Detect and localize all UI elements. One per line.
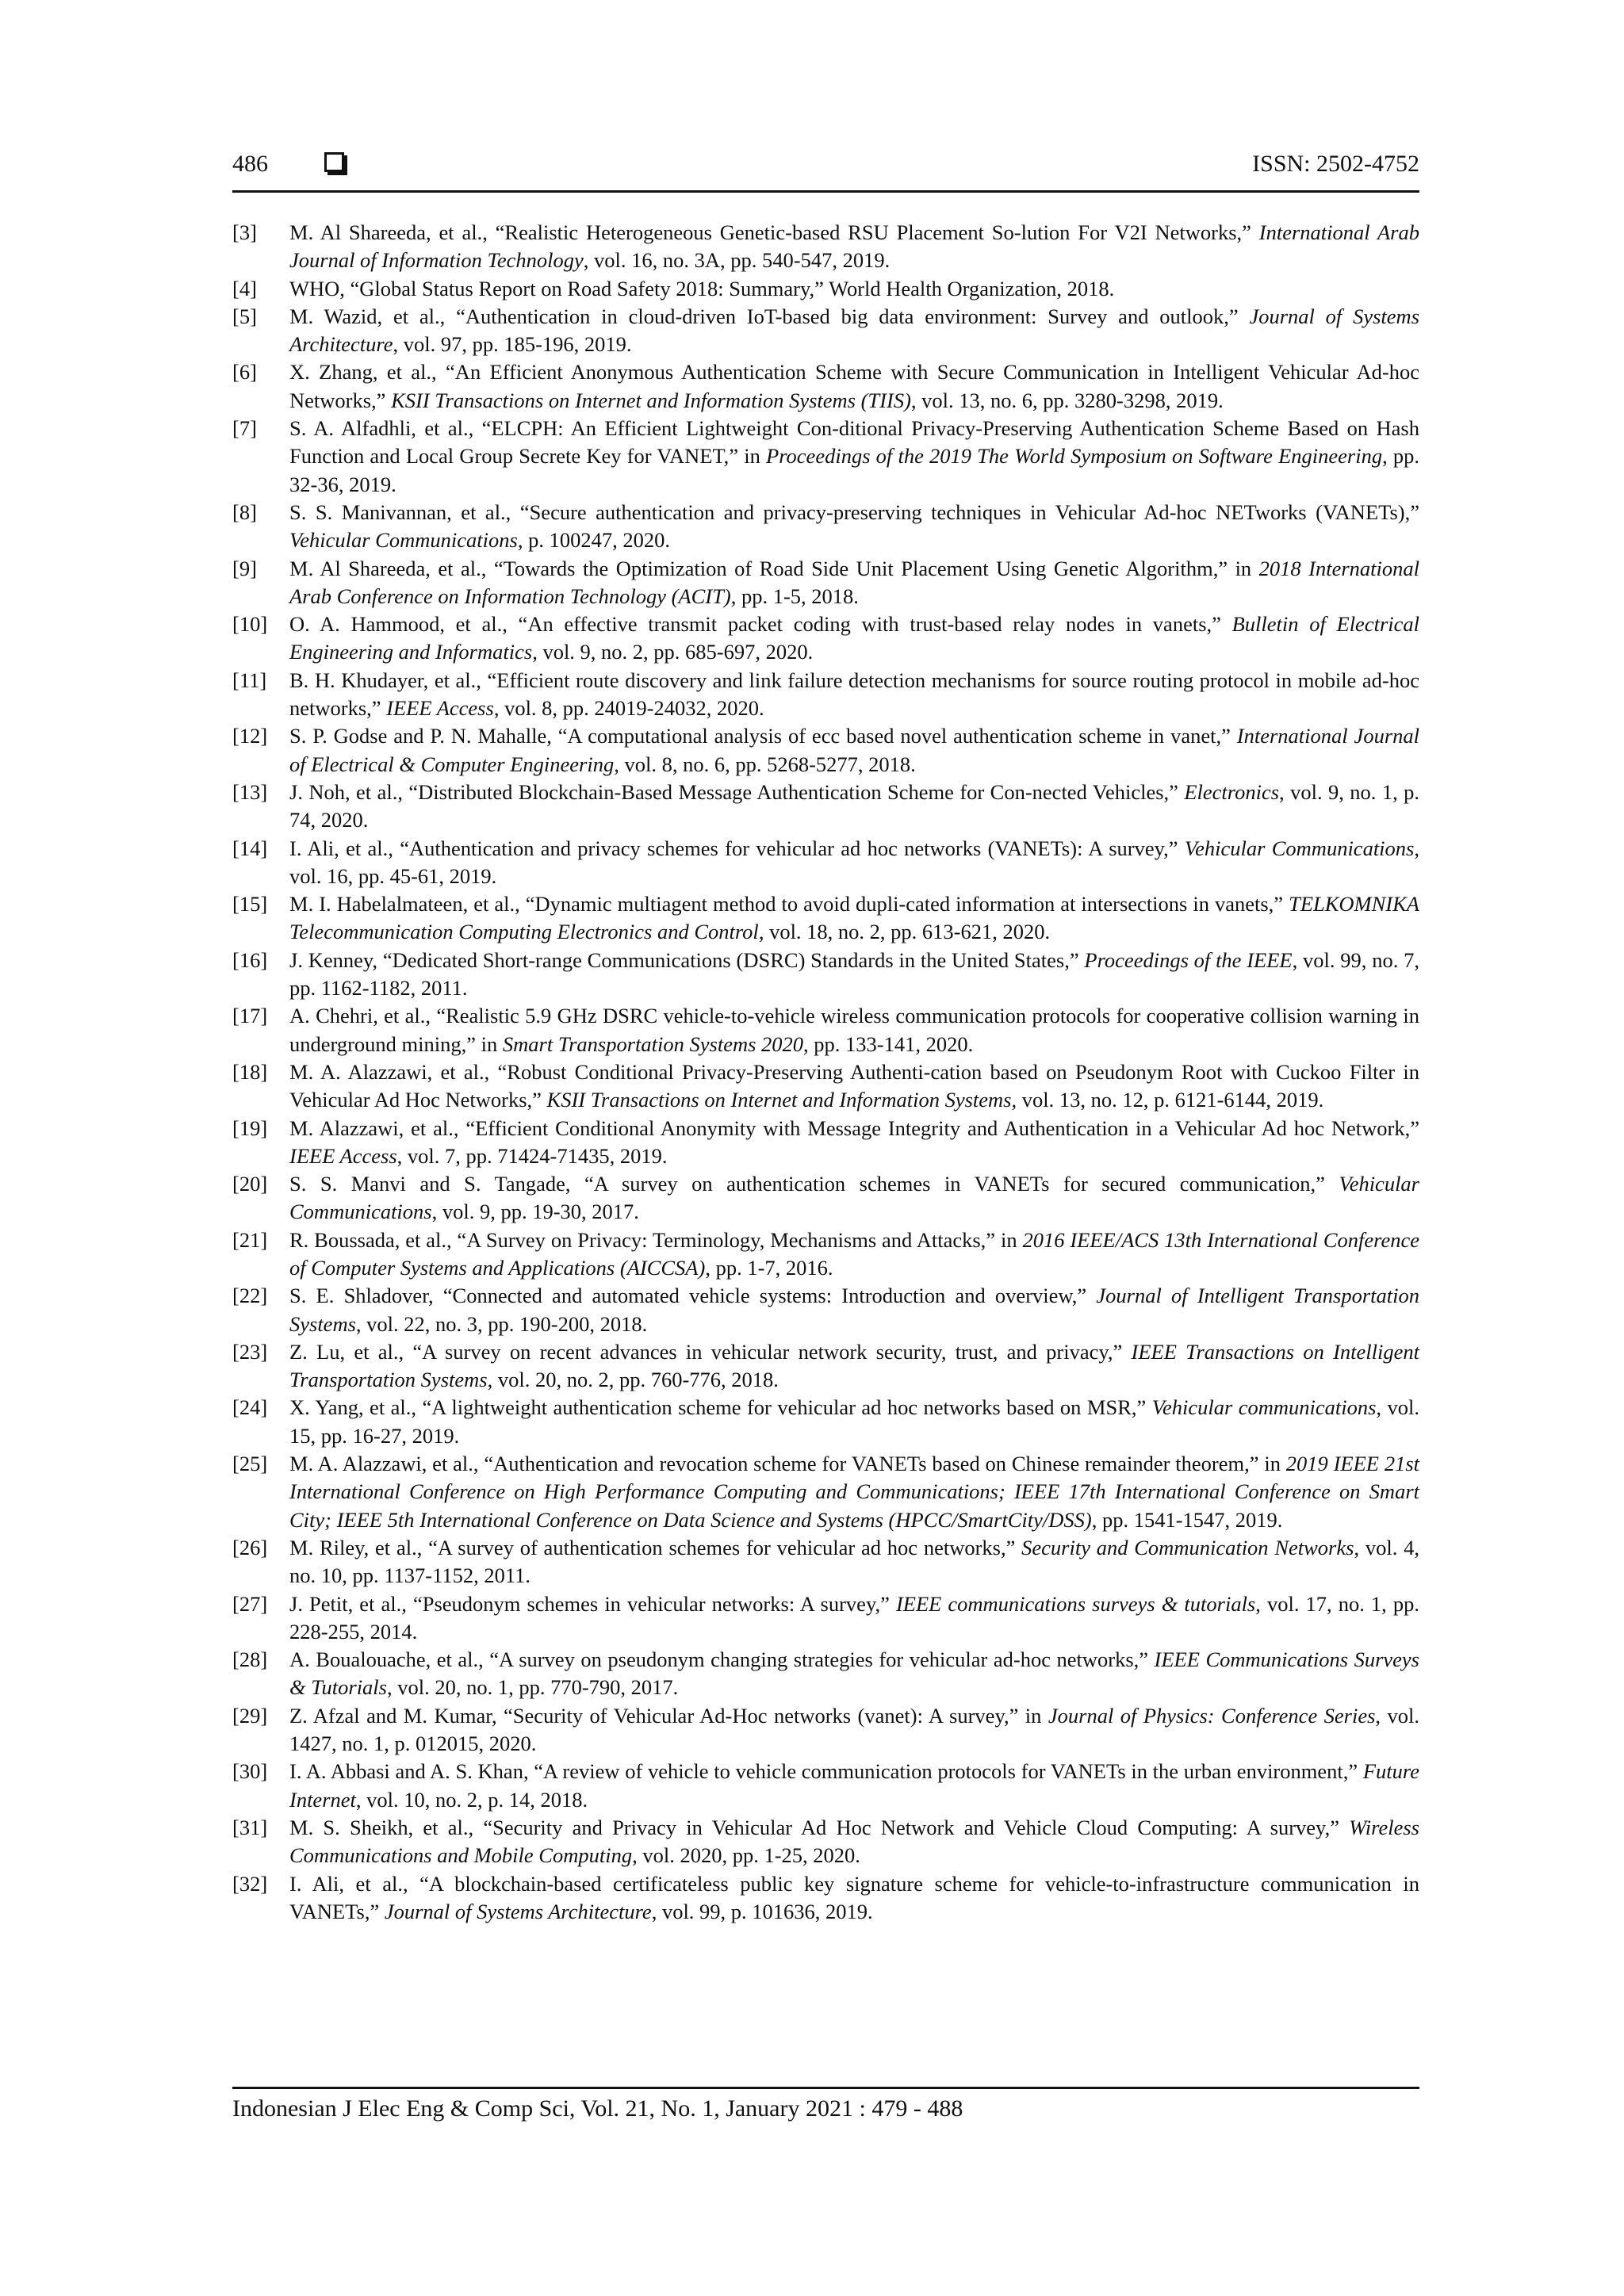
- reference-item: [232, 1702, 1419, 1758]
- reference-text: M. A. Alazzawi, et al., “Robust Conditional Privacy-Preserving Authenti-cation based on Pseudonym Root with Cuckoo Filter in Vehicular Ad Hoc Networks,”: [289, 1059, 1419, 1112]
- reference-details: , vol. 13, no. 6, pp. 3280-3298, 2019.: [910, 388, 1224, 412]
- reference-number: [8]: [232, 499, 257, 524]
- reference-number: [4]: [232, 276, 257, 300]
- reference-number: [18]: [232, 1059, 268, 1084]
- page-footer: [232, 2087, 1419, 2122]
- reference-number: [9]: [232, 556, 257, 580]
- reference-details: , vol. 97, pp. 185-196, 2019.: [393, 332, 632, 357]
- reference-venue: IEEE Communications Surveys & Tutorials: [289, 1647, 1419, 1700]
- reference-item: [232, 1450, 1419, 1534]
- reference-text: I. Ali, et al., “Authentication and privacy schemes for vehicular ad hoc networks (VANETs): A survey,”: [289, 836, 1185, 860]
- reference-venue: 2018 International Arab Conference on Information Technology (ACIT): [289, 556, 1419, 608]
- reference-item: [232, 1814, 1419, 1870]
- reference-details: vol. 13, no. 12, p. 6121-6144, 2019.: [1017, 1088, 1324, 1112]
- reference-item: [232, 555, 1419, 611]
- reference-venue: Electronics: [1184, 779, 1280, 804]
- reference-number: [29]: [232, 1703, 268, 1728]
- reference-number: [27]: [232, 1591, 268, 1616]
- reference-number: [5]: [232, 304, 257, 328]
- reference-text: S. P. Godse and P. N. Mahalle, “A computational analysis of ecc based novel authentication scheme in vanet,”: [289, 724, 1237, 748]
- reference-item: [232, 1394, 1419, 1450]
- reference-number: [31]: [232, 1815, 268, 1839]
- reference-number: [16]: [232, 947, 268, 972]
- reference-details: , pp. 133-141, 2020.: [803, 1031, 974, 1056]
- reference-details: , vol. 2020, pp. 1-25, 2020.: [632, 1843, 860, 1868]
- reference-item: [232, 1282, 1419, 1338]
- reference-venue: Wireless Communications and Mobile Computing: [289, 1815, 1419, 1868]
- reference-text: O. A. Hammood, et al., “An effective transmit packet coding with trust-based relay nodes in vanets,”: [289, 612, 1232, 637]
- reference-text: S. S. Manvi and S. Tangade, “A survey on authentication schemes in VANETs for secured communication,”: [289, 1172, 1339, 1196]
- reference-text: M. Alazzawi, et al., “Efficient Conditional Anonymity with Message Integrity and Authentication in a Vehicular Ad hoc Network,”: [289, 1115, 1419, 1140]
- reference-details: , p. 100247, 2020.: [517, 528, 670, 553]
- reference-venue: Proceedings of the 2019 The World Symposium on Software Engineering: [766, 444, 1383, 469]
- reference-text: Z. Lu, et al., “A survey on recent advances in vehicular network security, trust, and privacy,”: [289, 1339, 1132, 1364]
- reference-venue: Security and Communication Networks: [1021, 1535, 1354, 1559]
- reference-details: , pp. 1-5, 2018.: [730, 584, 859, 608]
- reference-text: A. Chehri, et al., “Realistic 5.9 GHz DSRC vehicle-to-vehicle wireless communication protocols for cooperative collision warning in underground mining,” in: [289, 1004, 1419, 1056]
- reference-details: , vol. 20, no. 2, pp. 760-776, 2018.: [487, 1368, 779, 1392]
- reference-details: , pp. 1-7, 2016.: [705, 1255, 833, 1280]
- reference-text: M. Al Shareeda, et al., “Towards the Optimization of Road Side Unit Placement Using Genetic Algorithm,” in: [289, 556, 1259, 580]
- page-number: 486: [232, 151, 268, 177]
- reference-details: , vol. 15, pp. 16-27, 2019.: [289, 1395, 1419, 1448]
- reference-number: [20]: [232, 1172, 268, 1196]
- reference-item: [232, 1338, 1419, 1395]
- reference-item: [232, 667, 1419, 723]
- reference-venue: Proceedings of the IEEE: [1084, 947, 1293, 972]
- reference-text: Z. Afzal and M. Kumar, “Security of Vehicular Ad-Hoc networks (vanet): A survey,” in: [289, 1703, 1048, 1728]
- reference-item: [232, 303, 1419, 359]
- reference-details: , vol. 9, pp. 19-30, 2017.: [431, 1200, 639, 1224]
- reference-number: [15]: [232, 892, 268, 916]
- page-header: [232, 151, 1419, 193]
- reference-text: M. Wazid, et al., “Authentication in cloud-driven IoT-based big data environment: Survey and outlook,”: [289, 304, 1250, 328]
- reference-details: , pp. 32-36, 2019.: [289, 444, 1419, 496]
- reference-text: S. E. Shladover, “Connected and automated vehicle systems: Introduction and overview,”: [289, 1284, 1097, 1308]
- reference-venue: Journal of Systems Architecture: [289, 304, 1420, 357]
- reference-details: , vol. 16, no. 3A, pp. 540-547, 2019.: [583, 248, 891, 273]
- reference-number: [25]: [232, 1452, 268, 1476]
- reference-text: X. Zhang, et al., “An Efficient Anonymous Authentication Scheme with Secure Communication in Intelligent Vehicular Ad-hoc Networks,”: [289, 360, 1419, 412]
- reference-venue: IEEE Access: [289, 1143, 397, 1168]
- reference-venue: Journal of Intelligent Transportation Systems: [289, 1284, 1420, 1336]
- reference-text: B. H. Khudayer, et al., “Efficient route discovery and link failure detection mechanisms for source routing protocol in mobile ad-hoc networks,”: [289, 668, 1419, 721]
- reference-text: M. Al Shareeda, et al., “Realistic Heterogeneous Genetic-based RSU Placement So-lution For V2I Networks,”: [289, 220, 1259, 244]
- reference-venue: IEEE Access: [386, 696, 494, 721]
- reference-item: [232, 1170, 1419, 1226]
- reference-text: J. Petit, et al., “Pseudonym schemes in vehicular networks: A survey,”: [289, 1591, 896, 1616]
- reference-venue: Vehicular Communications: [289, 1172, 1419, 1224]
- reference-venue: IEEE Transactions on Intelligent Transportation Systems: [289, 1339, 1420, 1392]
- reference-number: [23]: [232, 1339, 268, 1364]
- reference-details: , vol. 1427, no. 1, p. 012015, 2020.: [289, 1703, 1419, 1756]
- reference-item: [232, 610, 1419, 667]
- reference-text: M. Riley, et al., “A survey of authentication schemes for vehicular ad hoc networks,”: [289, 1535, 1022, 1559]
- reference-venue: Bulletin of Electrical Engineering and Informatics: [289, 612, 1419, 664]
- journal-citation: Indonesian J Elec Eng & Comp Sci, Vol. 21, No. 1, January 2021 : 479 - 488: [232, 2095, 963, 2122]
- reference-details: , vol. 22, no. 3, pp. 190-200, 2018.: [355, 1311, 648, 1336]
- reference-item: [232, 1002, 1419, 1058]
- reference-details: , vol. 16, pp. 45-61, 2019.: [289, 836, 1419, 888]
- reference-item: [232, 890, 1419, 947]
- reference-venue: Journal of Physics: Conference Series: [1048, 1703, 1376, 1728]
- reference-number: [28]: [232, 1647, 268, 1672]
- issn-label: ISSN: 2502-4752: [1252, 151, 1419, 177]
- reference-details: , vol. 7, pp. 71424-71435, 2019.: [396, 1143, 668, 1168]
- reference-venue: 2019 IEEE 21st International Conference on High Performance Computing and Communications; IEEE 17th International Conference on Smart City; IEEE 5th International Conference on Data Science and Systems (HPCC/SmartCity/DSS): [289, 1452, 1419, 1532]
- reference-item: [232, 947, 1419, 1003]
- reference-text: X. Yang, et al., “A lightweight authentication scheme for vehicular ad hoc networks based on MSR,”: [289, 1395, 1152, 1420]
- reference-number: [32]: [232, 1871, 268, 1896]
- reference-number: [11]: [232, 668, 267, 692]
- reference-details: , vol. 10, no. 2, p. 14, 2018.: [355, 1787, 588, 1812]
- reference-text: A. Boualouache, et al., “A survey on pseudonym changing strategies for vehicular ad-hoc networks,”: [289, 1647, 1155, 1672]
- reference-text: R. Boussada, et al., “A Survey on Privacy: Terminology, Mechanisms and Attacks,” in: [289, 1227, 1023, 1252]
- reference-item: [232, 1870, 1419, 1927]
- reference-item: [232, 219, 1419, 275]
- reference-venue: TELKOMNIKA Telecommunication Computing Electronics and Control: [289, 892, 1419, 944]
- reference-venue: KSII Transactions on Internet and Information Systems (TIIS): [391, 388, 911, 412]
- reference-number: [22]: [232, 1284, 268, 1308]
- reference-number: [26]: [232, 1535, 268, 1559]
- reference-venue: KSII Transactions on Internet and Information Systems,: [546, 1088, 1017, 1112]
- reference-venue: Vehicular Communications: [1184, 836, 1415, 860]
- reference-number: [30]: [232, 1759, 268, 1784]
- reference-text: J. Noh, et al., “Distributed Blockchain-Based Message Authentication Scheme for Con-nected Vehicles,”: [289, 779, 1185, 804]
- reference-venue: International Journal of Electrical & Computer Engineering: [289, 724, 1419, 776]
- reference-item: [232, 835, 1419, 891]
- reference-venue: IEEE communications surveys & tutorials: [895, 1591, 1256, 1616]
- reference-details: , vol. 17, no. 1, pp. 228-255, 2014.: [289, 1591, 1419, 1644]
- reference-item: [232, 1115, 1419, 1171]
- reference-venue: Vehicular Communications: [289, 528, 518, 553]
- reference-text: M. A. Alazzawi, et al., “Authentication and revocation scheme for VANETs based on Chinese remainder theorem,” in: [289, 1452, 1286, 1476]
- reference-venue: Journal of Systems Architecture: [384, 1899, 652, 1923]
- reference-item: [232, 1646, 1419, 1702]
- reference-details: , vol. 99, no. 7, pp. 1162-1182, 2011.: [289, 947, 1419, 1001]
- reference-venue: 2016 IEEE/ACS 13th International Conference of Computer Systems and Applications (AICCSA): [289, 1227, 1419, 1280]
- reference-text: J. Kenney, “Dedicated Short-range Communications (DSRC) Standards in the United States,”: [289, 947, 1085, 972]
- reference-item: [232, 1226, 1419, 1283]
- reference-venue: Vehicular communications: [1151, 1395, 1377, 1420]
- reference-item: [232, 415, 1419, 499]
- reference-item: [232, 1590, 1419, 1647]
- reference-details: , vol. 18, no. 2, pp. 613-621, 2020.: [758, 920, 1051, 944]
- reference-venue: Smart Transportation Systems 2020: [502, 1031, 804, 1056]
- reference-number: [12]: [232, 724, 268, 748]
- reference-text: S. A. Alfadhli, et al., “ELCPH: An Efficient Lightweight Con-ditional Privacy-Preserving Authentication Scheme Based on Hash Function and Local Group Secrete Key for VANET,” in: [289, 416, 1419, 469]
- reference-details: , vol. 9, no. 2, pp. 685-697, 2020.: [532, 640, 814, 664]
- reference-item: [232, 1534, 1419, 1590]
- reference-text: WHO, “Global Status Report on Road Safety 2018: Summary,” World Health Organization, 2018.: [289, 276, 1115, 300]
- reference-venue: Future Internet: [289, 1759, 1419, 1812]
- reference-item: [232, 779, 1419, 835]
- reference-item: [232, 1758, 1419, 1814]
- reference-venue: International Arab Journal of Information Technology: [289, 220, 1419, 273]
- reference-number: [10]: [232, 612, 268, 637]
- reference-number: [17]: [232, 1004, 268, 1028]
- reference-details: , vol. 9, no. 1, p. 74, 2020.: [289, 779, 1419, 832]
- reference-details: , pp. 1541-1547, 2019.: [1091, 1507, 1283, 1532]
- reference-number: [13]: [232, 779, 268, 804]
- reference-text: I. Ali, et al., “A blockchain-based certificateless public key signature scheme for vehicle-to-infrastructure communication in VANETs,”: [289, 1871, 1419, 1923]
- reference-number: [14]: [232, 836, 268, 860]
- box-bullet-icon: [324, 152, 344, 172]
- reference-text: I. A. Abbasi and A. S. Khan, “A review of vehicle to vehicle communication protocols for VANETs in the urban environment,”: [289, 1759, 1363, 1784]
- reference-number: [6]: [232, 360, 257, 385]
- reference-details: , vol. 99, p. 101636, 2019.: [651, 1899, 873, 1923]
- reference-number: [3]: [232, 220, 257, 244]
- reference-item: [232, 358, 1419, 415]
- reference-text: M. I. Habelalmateen, et al., “Dynamic multiagent method to avoid dupli-cated information at intersections in vanets,”: [289, 892, 1289, 916]
- reference-text: S. S. Manivannan, et al., “Secure authentication and privacy-preserving techniques in Vehicular Ad-hoc NETworks (VANETs),”: [289, 499, 1419, 524]
- reference-details: , vol. 8, no. 6, pp. 5268-5277, 2018.: [614, 752, 916, 776]
- reference-number: [7]: [232, 416, 257, 441]
- reference-item: [232, 275, 1419, 303]
- reference-number: [21]: [232, 1227, 268, 1252]
- reference-number: [19]: [232, 1115, 268, 1140]
- reference-item: [232, 722, 1419, 779]
- reference-number: [24]: [232, 1395, 268, 1420]
- reference-list: [232, 219, 1419, 1926]
- reference-text: M. S. Sheikh, et al., “Security and Privacy in Vehicular Ad Hoc Network and Vehicle Cloud Computing: A survey,”: [289, 1815, 1350, 1839]
- reference-item: [232, 499, 1419, 555]
- reference-item: [232, 1058, 1419, 1115]
- reference-details: , vol. 4, no. 10, pp. 1137-1152, 2011.: [289, 1535, 1419, 1588]
- reference-details: , vol. 20, no. 1, pp. 770-790, 2017.: [386, 1675, 679, 1700]
- reference-details: , vol. 8, pp. 24019-24032, 2020.: [493, 696, 764, 721]
